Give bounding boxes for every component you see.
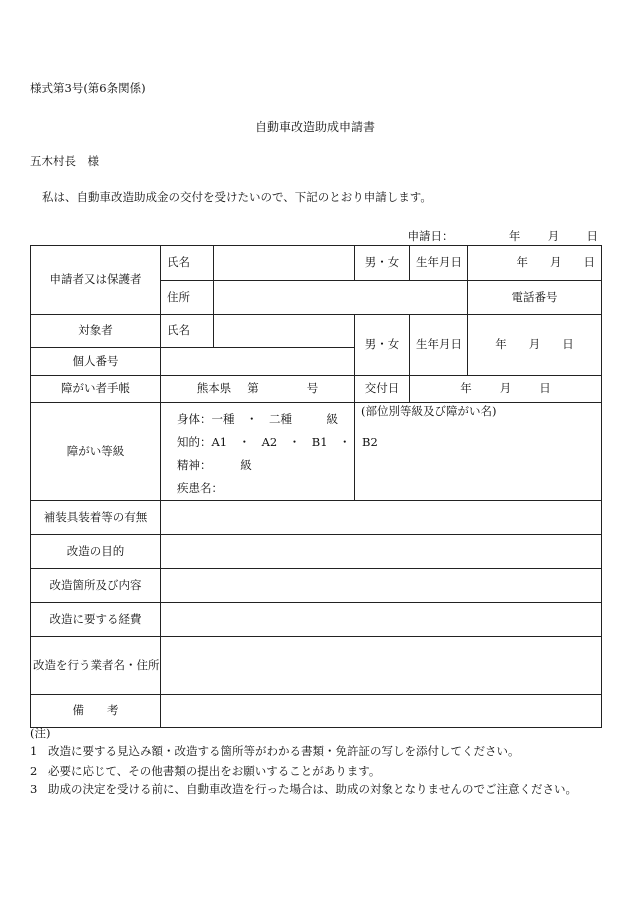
personal-number-label: 個人番号 [31, 348, 161, 376]
handbook-label: 障がい者手帳 [31, 376, 161, 403]
purpose-label: 改造の目的 [31, 535, 161, 569]
contractor-label: 改造を行う業者名・住所 [31, 637, 161, 695]
grade-mental: 精神： 級 [177, 458, 252, 472]
applicant-birth-field[interactable] [468, 246, 602, 281]
applicant-address-field[interactable] [214, 281, 468, 315]
parts-label: 改造箇所及び内容 [31, 569, 161, 603]
note-number: 3 [30, 782, 38, 796]
grade-intellectual: 知的：A1 ・ A2 ・ B1 ・ B2 [177, 435, 378, 449]
applicant-phone-label: 電話番号 [468, 281, 602, 315]
grade-illness: 疾患名： [177, 481, 223, 495]
document-title: 自動車改造助成申請書 [254, 120, 375, 134]
handbook-dai: 第 [247, 381, 259, 396]
grade-detail-label: (部位別等級及び障がい名) [361, 404, 497, 418]
issue-year: 年 [460, 381, 472, 396]
applicant-label: 申請者又は保護者 [31, 246, 161, 315]
subject-name-label: 氏名 [161, 315, 214, 348]
contractor-field[interactable] [161, 637, 602, 695]
remarks-label: 備 考 [31, 695, 161, 728]
application-date-label: 申請日： [407, 229, 454, 243]
personal-number-field[interactable] [161, 348, 355, 376]
subject-birth-day: 日 [562, 337, 574, 352]
applicant-birth-month: 月 [550, 255, 562, 270]
applicant-birth-year: 年 [516, 255, 528, 270]
grade-label: 障がい等級 [31, 403, 161, 501]
note-number: 2 [30, 764, 38, 778]
note-item [30, 746, 520, 758]
subject-birth-month: 月 [528, 337, 541, 352]
application-date-day: 日 [586, 229, 598, 243]
grade-categories[interactable] [161, 403, 378, 501]
subject-birth-label: 生年月日 [410, 315, 468, 376]
intro-text: 私は、自動車改造助成金の交付を受けたいので、下記のとおり申請します。 [42, 190, 432, 204]
note-text: 助成の決定を受ける前に、自動車改造を行った場合は、助成の対象となりませんのでご注意ください。 [48, 782, 577, 796]
subject-birth-field[interactable] [468, 315, 602, 376]
prosthetics-label: 補装具装着等の有無 [31, 501, 161, 535]
issue-date-label: 交付日 [355, 376, 410, 403]
issue-month: 月 [499, 381, 512, 396]
form-number: 様式第3号(第6条関係) [30, 81, 146, 95]
notes-heading: (注) [30, 726, 51, 740]
subject-name-field[interactable] [214, 315, 355, 348]
note-number: 1 [30, 744, 38, 758]
prosthetics-field[interactable] [161, 501, 602, 535]
note-item [30, 784, 577, 796]
application-date-month: 月 [547, 229, 560, 243]
handbook-number-field[interactable] [161, 376, 355, 403]
application-date [408, 231, 598, 243]
parts-field[interactable] [161, 569, 602, 603]
grade-physical: 身体：一種 ・ 二種 級 [177, 412, 338, 426]
note-text: 必要に応じて、その他書類の提出をお願いすることがあります。 [48, 764, 381, 778]
remarks-field[interactable] [161, 695, 602, 728]
application-form-table [30, 245, 602, 728]
addressee: 五木村長 様 [30, 154, 99, 168]
applicant-birth-label: 生年月日 [410, 246, 468, 281]
applicant-birth-day: 日 [583, 255, 595, 270]
handbook-gou: 号 [306, 381, 319, 396]
applicant-name-label: 氏名 [161, 246, 214, 281]
subject-birth-year: 年 [495, 337, 507, 352]
application-date-year: 年 [508, 229, 521, 243]
cost-label: 改造に要する経費 [31, 603, 161, 637]
applicant-gender[interactable]: 男・女 [355, 246, 410, 281]
grade-detail-field[interactable] [355, 403, 602, 501]
note-text: 改造に要する見込み額・改造する箇所等がわかる書類・免許証の写しを添付してください。 [48, 744, 520, 758]
purpose-field[interactable] [161, 535, 602, 569]
subject-label: 対象者 [31, 315, 161, 348]
issue-date-field[interactable] [410, 376, 602, 403]
subject-gender[interactable]: 男・女 [355, 315, 410, 376]
cost-field[interactable] [161, 603, 602, 637]
issue-day: 日 [539, 381, 551, 396]
applicant-address-label: 住所 [161, 281, 214, 315]
applicant-name-field[interactable] [214, 246, 355, 281]
handbook-prefecture: 熊本県 [196, 381, 232, 396]
note-item [30, 766, 380, 778]
